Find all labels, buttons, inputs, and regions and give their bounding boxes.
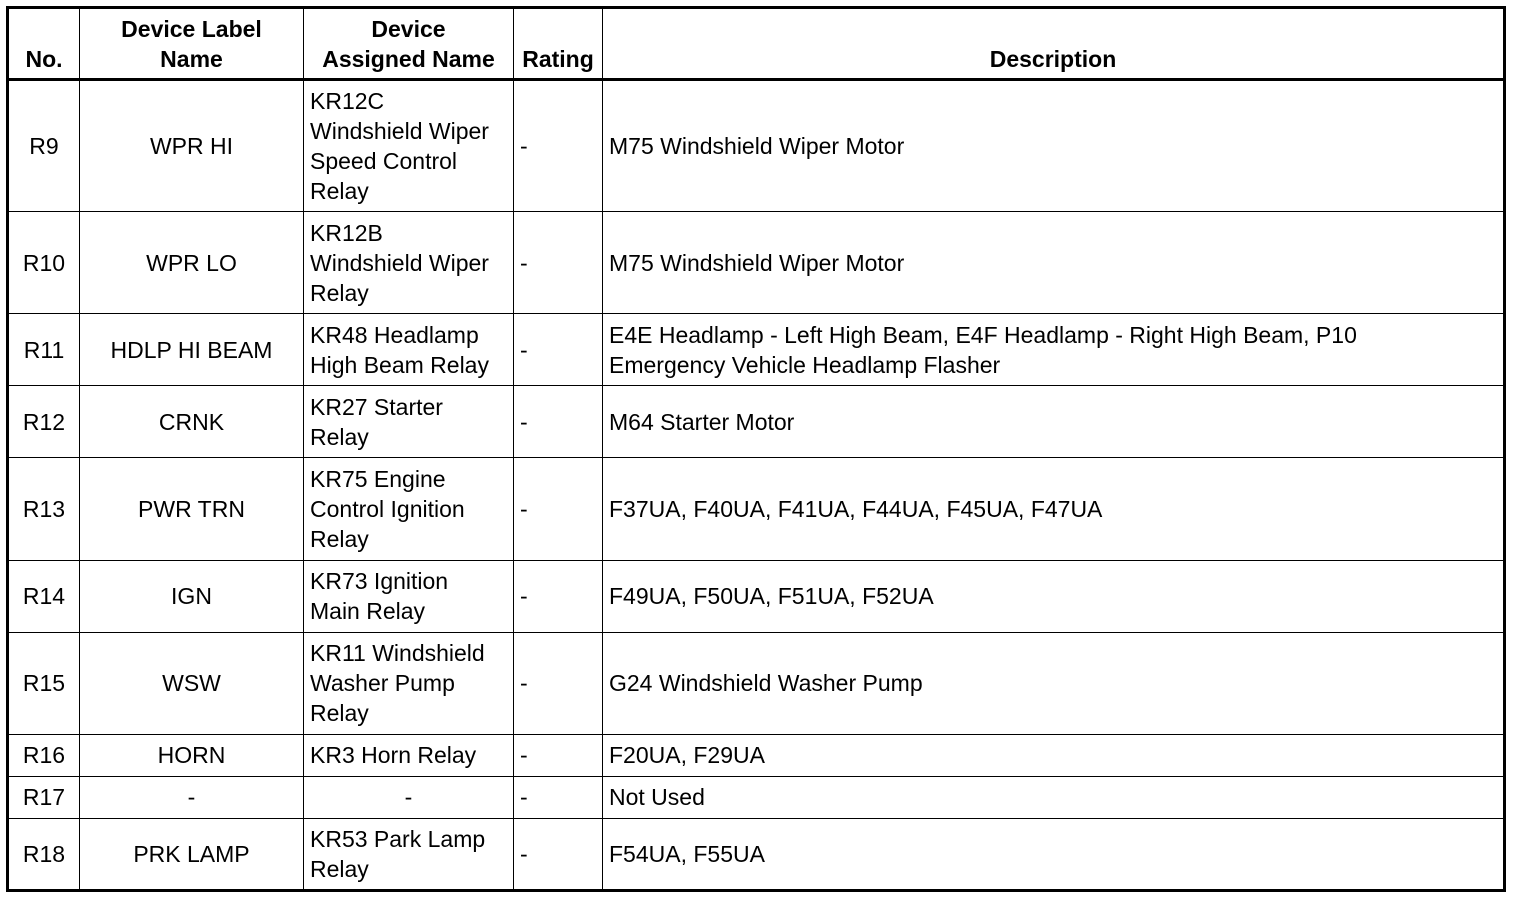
cell-description: M64 Starter Motor	[603, 386, 1505, 458]
cell-no: R16	[8, 734, 80, 776]
cell-rating: -	[514, 734, 603, 776]
cell-device-assigned-name: KR75 Engine Control Ignition Relay	[304, 458, 514, 560]
cell-no: R12	[8, 386, 80, 458]
cell-device-label-name: IGN	[80, 560, 304, 632]
cell-device-assigned-name: KR3 Horn Relay	[304, 734, 514, 776]
cell-rating: -	[514, 80, 603, 212]
cell-rating: -	[514, 818, 603, 890]
cell-device-assigned-name: KR12B Windshield Wiper Relay	[304, 212, 514, 314]
table-row	[8, 80, 1505, 212]
cell-description: M75 Windshield Wiper Motor	[603, 80, 1505, 212]
table-row	[8, 818, 1505, 890]
header-device-label-name: Device Label Name	[80, 8, 304, 80]
header-no: No.	[8, 8, 80, 80]
table-row	[8, 734, 1505, 776]
table-row	[8, 386, 1505, 458]
cell-description: G24 Windshield Washer Pump	[603, 632, 1505, 734]
cell-device-assigned-name: -	[304, 776, 514, 818]
cell-rating: -	[514, 386, 603, 458]
header-device-assigned-name: Device Assigned Name	[304, 8, 514, 80]
cell-device-label-name: -	[80, 776, 304, 818]
cell-rating: -	[514, 314, 603, 386]
cell-device-assigned-name: KR48 Headlamp High Beam Relay	[304, 314, 514, 386]
cell-device-assigned-name: KR27 Starter Relay	[304, 386, 514, 458]
table-row	[8, 560, 1505, 632]
cell-device-label-name: PWR TRN	[80, 458, 304, 560]
cell-description: E4E Headlamp - Left High Beam, E4F Headlamp - Right High Beam, P10 Emergency Vehicle Headlamp Flasher	[603, 314, 1505, 386]
cell-no: R15	[8, 632, 80, 734]
table-body	[8, 80, 1505, 891]
cell-device-assigned-name: KR12C Windshield Wiper Speed Control Relay	[304, 80, 514, 212]
cell-device-label-name: HORN	[80, 734, 304, 776]
cell-description: F54UA, F55UA	[603, 818, 1505, 890]
table-row	[8, 314, 1505, 386]
cell-no: R14	[8, 560, 80, 632]
cell-rating: -	[514, 632, 603, 734]
cell-description: F20UA, F29UA	[603, 734, 1505, 776]
cell-no: R18	[8, 818, 80, 890]
table-row	[8, 458, 1505, 560]
relay-table	[6, 6, 1506, 892]
cell-no: R10	[8, 212, 80, 314]
table-row	[8, 212, 1505, 314]
relay-table-container	[6, 6, 1506, 892]
table-row	[8, 632, 1505, 734]
header-rating: Rating	[514, 8, 603, 80]
cell-description: F49UA, F50UA, F51UA, F52UA	[603, 560, 1505, 632]
cell-device-label-name: CRNK	[80, 386, 304, 458]
cell-no: R17	[8, 776, 80, 818]
cell-device-assigned-name: KR73 Ignition Main Relay	[304, 560, 514, 632]
cell-rating: -	[514, 560, 603, 632]
header-row	[8, 8, 1505, 80]
cell-device-label-name: WPR HI	[80, 80, 304, 212]
cell-device-assigned-name: KR11 Windshield Washer Pump Relay	[304, 632, 514, 734]
cell-description: F37UA, F40UA, F41UA, F44UA, F45UA, F47UA	[603, 458, 1505, 560]
cell-device-label-name: PRK LAMP	[80, 818, 304, 890]
cell-no: R13	[8, 458, 80, 560]
cell-rating: -	[514, 212, 603, 314]
cell-no: R9	[8, 80, 80, 212]
cell-device-label-name: HDLP HI BEAM	[80, 314, 304, 386]
cell-device-assigned-name: KR53 Park Lamp Relay	[304, 818, 514, 890]
cell-rating: -	[514, 458, 603, 560]
cell-description: M75 Windshield Wiper Motor	[603, 212, 1505, 314]
table-row	[8, 776, 1505, 818]
cell-rating: -	[514, 776, 603, 818]
header-description: Description	[603, 8, 1505, 80]
cell-description: Not Used	[603, 776, 1505, 818]
cell-device-label-name: WSW	[80, 632, 304, 734]
cell-device-label-name: WPR LO	[80, 212, 304, 314]
cell-no: R11	[8, 314, 80, 386]
